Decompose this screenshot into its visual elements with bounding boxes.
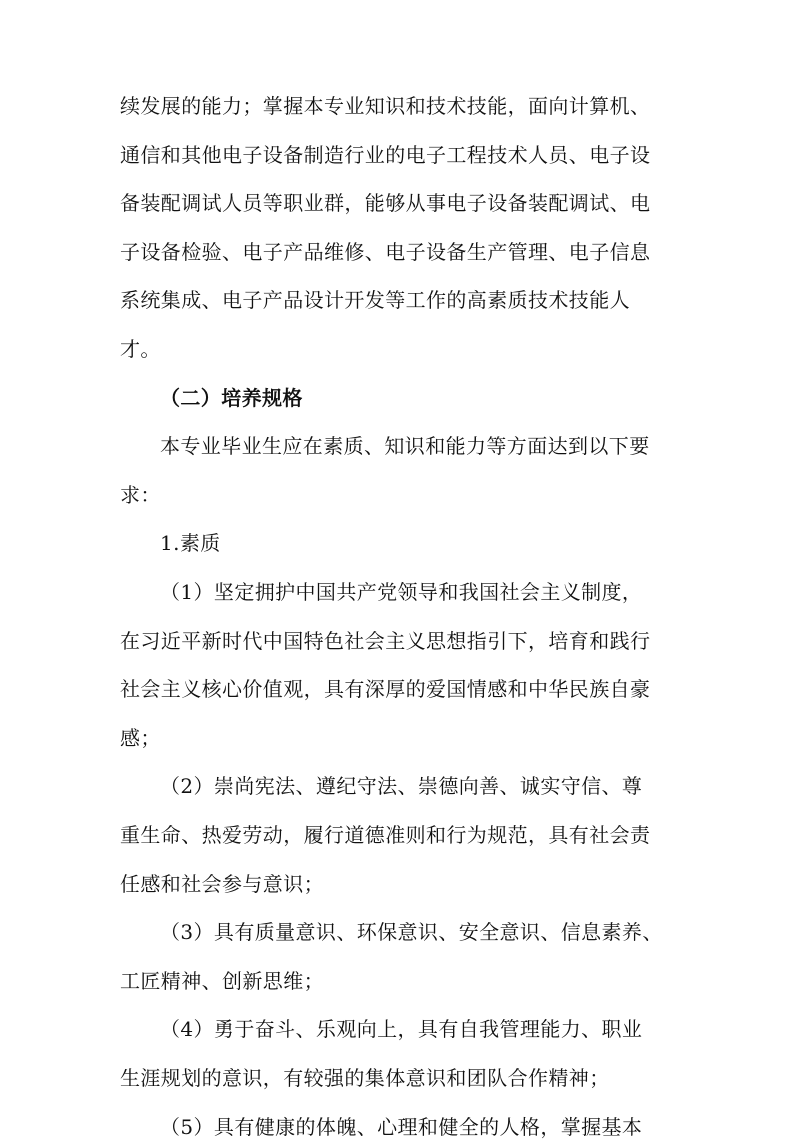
list-item-line: 任感和社会参与意识； [120,872,324,896]
list-item-line: 生涯规划的意识，有较强的集体意识和团队合作精神； [120,1066,610,1090]
list-item-line: （1）坚定拥护中国共产党领导和我国社会主义制度， [160,580,643,604]
list-item-line: 在习近平新时代中国特色社会主义思想指引下，培育和践行 [120,629,651,653]
paragraph-line: 备装配调试人员等职业群，能够从事电子设备装配调试、电 [120,191,651,215]
list-item-line: （5）具有健康的体魄、心理和健全的人格，掌握基本 [160,1115,643,1139]
list-item-line: （2）崇尚宪法、遵纪守法、崇德向善、诚实守信、尊 [160,774,643,798]
paragraph-line: 本专业毕业生应在素质、知识和能力等方面达到以下要 [160,434,650,458]
paragraph-line: 才。 [120,337,161,361]
paragraph-line: 续发展的能力；掌握本专业知识和技术技能，面向计算机、 [120,94,651,118]
list-item-line: 社会主义核心价值观，具有深厚的爱国情感和中华民族自豪 [120,677,651,701]
list-item-line: 重生命、热爱劳动，履行道德准则和行为规范，具有社会责 [120,823,651,847]
paragraph-line: 求： [120,483,161,507]
section-heading: （二）培养规格 [160,386,303,410]
paragraph-line: 通信和其他电子设备制造行业的电子工程技术人员、电子设 [120,143,651,167]
list-item-line: 工匠精神、创新思维； [120,969,324,993]
subsection-heading: 1.素质 [160,531,221,555]
paragraph-line: 系统集成、电子产品设计开发等工作的高素质技术技能人 [120,288,630,312]
list-item-line: 感； [120,726,161,750]
list-item-line: （4）勇于奋斗、乐观向上，具有自我管理能力、职业 [160,1017,643,1041]
paragraph-line: 子设备检验、电子产品维修、电子设备生产管理、电子信息 [120,240,651,264]
list-item-line: （3）具有质量意识、环保意识、安全意识、信息素养、 [160,920,663,944]
